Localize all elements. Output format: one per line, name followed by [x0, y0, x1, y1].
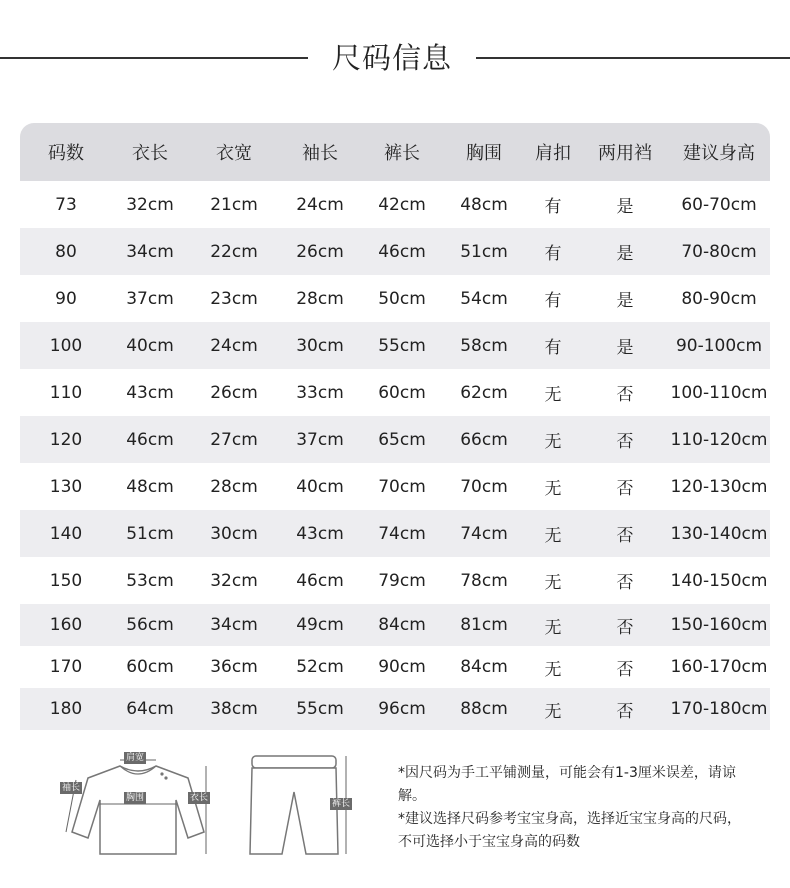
table-cell: 90cm — [378, 657, 426, 677]
table-cell: 无 — [544, 617, 562, 638]
top-measurement-diagram — [58, 752, 218, 860]
table-cell: 180 — [49, 699, 83, 719]
table-cell: 37cm — [126, 288, 174, 309]
table-row — [20, 604, 770, 646]
table-cell: 50cm — [378, 288, 426, 309]
table-cell: 38cm — [210, 699, 258, 719]
table-cell: 否 — [616, 659, 634, 680]
table-cell: 40cm — [296, 476, 344, 497]
table-cell: 130 — [49, 476, 83, 497]
table-cell: 73 — [55, 194, 77, 215]
table-cell: 是 — [616, 338, 634, 358]
table-cell: 26cm — [210, 382, 258, 403]
table-cell: 否 — [616, 701, 634, 722]
table-cell: 54cm — [460, 288, 508, 309]
table-cell: 无 — [544, 479, 562, 499]
table-row — [20, 228, 770, 275]
table-cell: 24cm — [210, 335, 258, 356]
table-cell: 有 — [544, 244, 562, 264]
table-cell: 84cm — [460, 657, 508, 677]
table-cell: 49cm — [296, 615, 344, 635]
table-cell: 70cm — [378, 476, 426, 497]
table-cell: 55cm — [378, 335, 426, 356]
table-cell: 32cm — [210, 570, 258, 591]
table-cell: 170-180cm — [670, 699, 768, 719]
table-cell: 36cm — [210, 657, 258, 677]
header-cell: 建议身高 — [683, 143, 755, 164]
table-cell: 130-140cm — [670, 523, 768, 544]
table-cell: 24cm — [296, 194, 344, 215]
table-cell: 否 — [616, 573, 634, 593]
table-cell: 48cm — [460, 194, 508, 215]
table-cell: 160 — [49, 615, 83, 635]
table-cell: 78cm — [460, 570, 508, 591]
shirt-illustration — [58, 752, 218, 860]
header-cell: 袖长 — [302, 143, 338, 164]
table-cell: 43cm — [296, 523, 344, 544]
table-cell: 120 — [49, 429, 83, 450]
table-row — [20, 510, 770, 557]
table-cell: 80 — [55, 241, 77, 262]
table-row — [20, 181, 770, 228]
label-chest: 胸围 — [126, 793, 145, 803]
table-row — [20, 463, 770, 510]
table-body — [20, 181, 770, 730]
measurement-notes — [398, 762, 748, 854]
label-top-length: 衣长 — [190, 793, 209, 803]
table-cell: 否 — [616, 479, 634, 499]
table-cell: 否 — [616, 385, 634, 405]
table-cell: 无 — [544, 526, 562, 546]
table-cell: 90 — [55, 288, 77, 309]
table-cell: 32cm — [126, 194, 174, 215]
table-cell: 无 — [544, 432, 562, 452]
table-cell: 100 — [49, 335, 83, 356]
table-cell: 56cm — [126, 615, 174, 635]
table-cell: 否 — [616, 526, 634, 546]
table-cell: 42cm — [378, 194, 426, 215]
table-cell: 79cm — [378, 570, 426, 591]
table-cell: 无 — [544, 659, 562, 680]
label-shoulder-width: 肩宽 — [126, 753, 145, 763]
table-cell: 120-130cm — [670, 476, 768, 497]
header-cell: 衣长 — [132, 143, 168, 164]
table-cell: 26cm — [296, 241, 344, 262]
table-row — [20, 688, 770, 730]
table-cell: 无 — [544, 573, 562, 593]
table-cell: 62cm — [460, 382, 508, 403]
table-row — [20, 322, 770, 369]
table-cell: 有 — [544, 338, 562, 358]
table-cell: 46cm — [378, 241, 426, 262]
table-cell: 60cm — [378, 382, 426, 403]
header-cell: 码数 — [48, 143, 84, 164]
table-cell: 74cm — [378, 523, 426, 544]
table-cell: 64cm — [126, 699, 174, 719]
page-title: 尺码信息 — [331, 41, 452, 75]
table-cell: 23cm — [210, 288, 258, 309]
table-cell: 30cm — [296, 335, 344, 356]
table-cell: 100-110cm — [670, 382, 768, 403]
table-cell: 22cm — [210, 241, 258, 262]
table-header-row — [20, 123, 770, 181]
header-cell: 肩扣 — [535, 143, 571, 164]
table-row — [20, 275, 770, 322]
title-divider-left — [0, 57, 308, 59]
table-cell: 34cm — [210, 615, 258, 635]
table-cell: 53cm — [126, 570, 174, 591]
table-cell: 170 — [49, 657, 83, 677]
table-cell: 150-160cm — [670, 615, 768, 635]
table-cell: 46cm — [296, 570, 344, 591]
table-cell: 66cm — [460, 429, 508, 450]
title-bar — [0, 38, 790, 78]
table-cell: 110-120cm — [670, 429, 768, 450]
table-row — [20, 369, 770, 416]
table-cell: 无 — [544, 701, 562, 722]
table-cell: 28cm — [210, 476, 258, 497]
table-cell: 是 — [616, 291, 634, 311]
table-cell: 150 — [49, 570, 83, 591]
table-cell: 58cm — [460, 335, 508, 356]
table-cell: 33cm — [296, 382, 344, 403]
note-measurement-error: *因尺码为手工平铺测量，可能会有1-3厘米误差，请谅解。 — [398, 765, 736, 804]
table-cell: 60-70cm — [681, 194, 757, 215]
table-cell: 88cm — [460, 699, 508, 719]
size-table — [20, 123, 770, 730]
table-cell: 81cm — [460, 615, 508, 635]
table-cell: 34cm — [126, 241, 174, 262]
table-cell: 70cm — [460, 476, 508, 497]
table-cell: 否 — [616, 617, 634, 638]
table-cell: 有 — [544, 197, 562, 217]
table-cell: 28cm — [296, 288, 344, 309]
table-cell: 37cm — [296, 429, 344, 450]
table-cell: 无 — [544, 385, 562, 405]
table-cell: 160-170cm — [670, 657, 768, 677]
table-cell: 74cm — [460, 523, 508, 544]
header-cell: 胸围 — [466, 143, 502, 164]
table-cell: 43cm — [126, 382, 174, 403]
pants-measurement-diagram — [246, 752, 358, 860]
table-cell: 46cm — [126, 429, 174, 450]
table-cell: 140-150cm — [670, 570, 768, 591]
table-cell: 27cm — [210, 429, 258, 450]
table-cell: 110 — [49, 382, 83, 403]
table-cell: 96cm — [378, 699, 426, 719]
table-cell: 是 — [616, 244, 634, 264]
table-cell: 90-100cm — [675, 335, 763, 356]
label-pants-length: 裤长 — [332, 799, 351, 809]
table-cell: 有 — [544, 291, 562, 311]
table-cell: 30cm — [210, 523, 258, 544]
header-cell: 裤长 — [384, 143, 420, 164]
table-cell: 51cm — [460, 241, 508, 262]
table-cell: 否 — [616, 432, 634, 452]
table-cell: 40cm — [126, 335, 174, 356]
table-row — [20, 646, 770, 688]
header-cell: 两用裆 — [598, 143, 652, 164]
table-cell: 60cm — [126, 657, 174, 677]
label-sleeve-length: 袖长 — [62, 783, 81, 793]
table-cell: 48cm — [126, 476, 174, 497]
table-cell: 55cm — [296, 699, 344, 719]
table-cell: 21cm — [210, 194, 258, 215]
table-row — [20, 557, 770, 604]
table-cell: 80-90cm — [681, 288, 757, 309]
title-divider-right — [476, 57, 790, 59]
table-cell: 51cm — [126, 523, 174, 544]
table-cell: 70-80cm — [681, 241, 757, 262]
table-cell: 140 — [49, 523, 83, 544]
table-row — [20, 416, 770, 463]
table-cell: 84cm — [378, 615, 426, 635]
header-cell: 衣宽 — [216, 143, 252, 164]
table-cell: 52cm — [296, 657, 344, 677]
note-size-suggestion: *建议选择尺码参考宝宝身高，选择近宝宝身高的尺码，不可选择小于宝宝身高的码数 — [398, 811, 741, 850]
table-cell: 是 — [616, 197, 634, 217]
table-cell: 65cm — [378, 429, 426, 450]
